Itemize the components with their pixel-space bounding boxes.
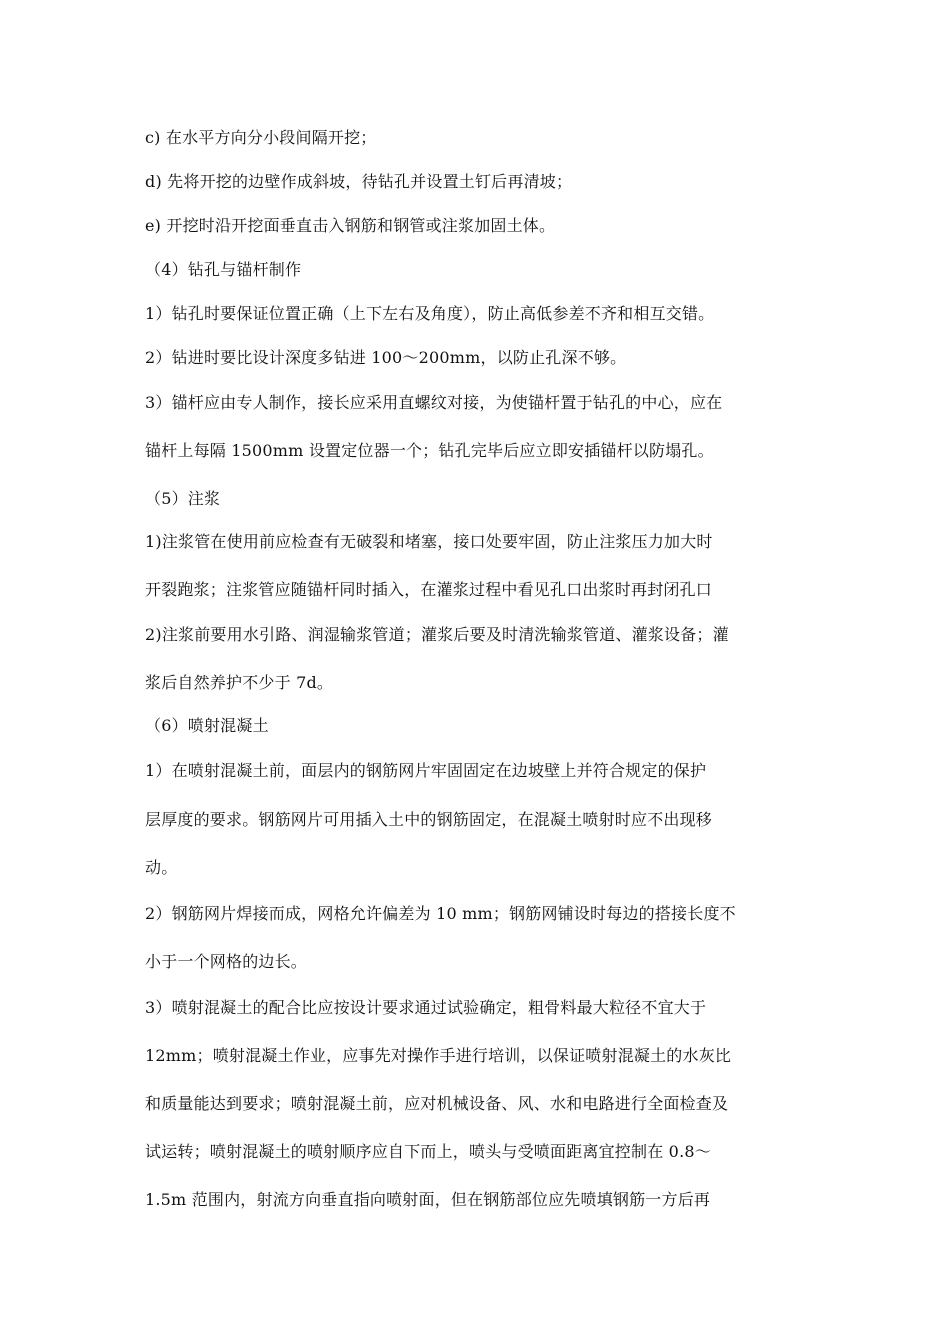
text-line: 2）钻进时要比设计深度多钻进 100～200mm，以防止孔深不够。 bbox=[145, 348, 627, 367]
text-line: 3）锚杆应由专人制作，接长应采用直螺纹对接，为使锚杆置于钻孔的中心，应在 bbox=[145, 393, 723, 412]
text-line: d) 先将开挖的边壁作成斜坡，待钻孔并设置土钉后再清坡； bbox=[145, 172, 573, 191]
text-line: 锚杆上每隔 1500mm 设置定位器一个；钻孔完毕后应立即安插锚杆以防塌孔。 bbox=[145, 441, 714, 460]
text-line: 和质量能达到要求；喷射混凝土前，应对机械设备、风、水和电路进行全面检查及 bbox=[145, 1094, 729, 1113]
text-line: 动。 bbox=[145, 858, 178, 877]
section-heading: （5）注浆 bbox=[145, 489, 221, 508]
text-line: c) 在水平方向分小段间隔开挖； bbox=[145, 128, 377, 147]
text-line: 3）喷射混凝土的配合比应按设计要求通过试验确定，粗骨料最大粒径不宜大于 bbox=[145, 998, 707, 1017]
text-line: 1.5m 范围内，射流方向垂直指向喷射面，但在钢筋部位应先喷填钢筋一方后再 bbox=[145, 1190, 711, 1209]
text-line: 小于一个网格的边长。 bbox=[145, 952, 308, 971]
text-line: 2)注浆前要用水引路、润湿输浆管道；灌浆后要及时清洗输浆管道、灌浆设备；灌 bbox=[145, 625, 729, 644]
text-line: 1）钻孔时要保证位置正确（上下左右及角度），防止高低参差不齐和相互交错。 bbox=[145, 304, 715, 323]
section-heading: （6）喷射混凝土 bbox=[145, 716, 269, 735]
text-line: 开裂跑浆；注浆管应随锚杆同时插入，在灌浆过程中看见孔口出浆时再封闭孔口 bbox=[145, 580, 713, 599]
text-line: 2）钢筋网片焊接而成，网格允许偏差为 10 mm；钢筋网铺设时每边的搭接长度不 bbox=[145, 904, 736, 923]
text-line: e) 开挖时沿开挖面垂直击入钢筋和钢管或注浆加固土体。 bbox=[145, 216, 556, 235]
text-line: 12mm；喷射混凝土作业，应事先对操作手进行培训，以保证喷射混凝土的水灰比 bbox=[145, 1046, 732, 1065]
text-line: 层厚度的要求。钢筋网片可用插入土中的钢筋固定，在混凝土喷射时应不出现移 bbox=[145, 810, 713, 829]
text-line: 1）在喷射混凝土前，面层内的钢筋网片牢固固定在边坡壁上并符合规定的保护 bbox=[145, 761, 707, 780]
text-line: 1)注浆管在使用前应检查有无破裂和堵塞，接口处要牢固，防止注浆压力加大时 bbox=[145, 532, 713, 551]
text-line: 浆后自然养护不少于 7d。 bbox=[145, 673, 334, 692]
text-line: 试运转；喷射混凝土的喷射顺序应自下而上，喷头与受喷面距离宜控制在 0.8～ bbox=[145, 1142, 711, 1161]
section-heading: （4）钻孔与锚杆制作 bbox=[145, 260, 302, 279]
